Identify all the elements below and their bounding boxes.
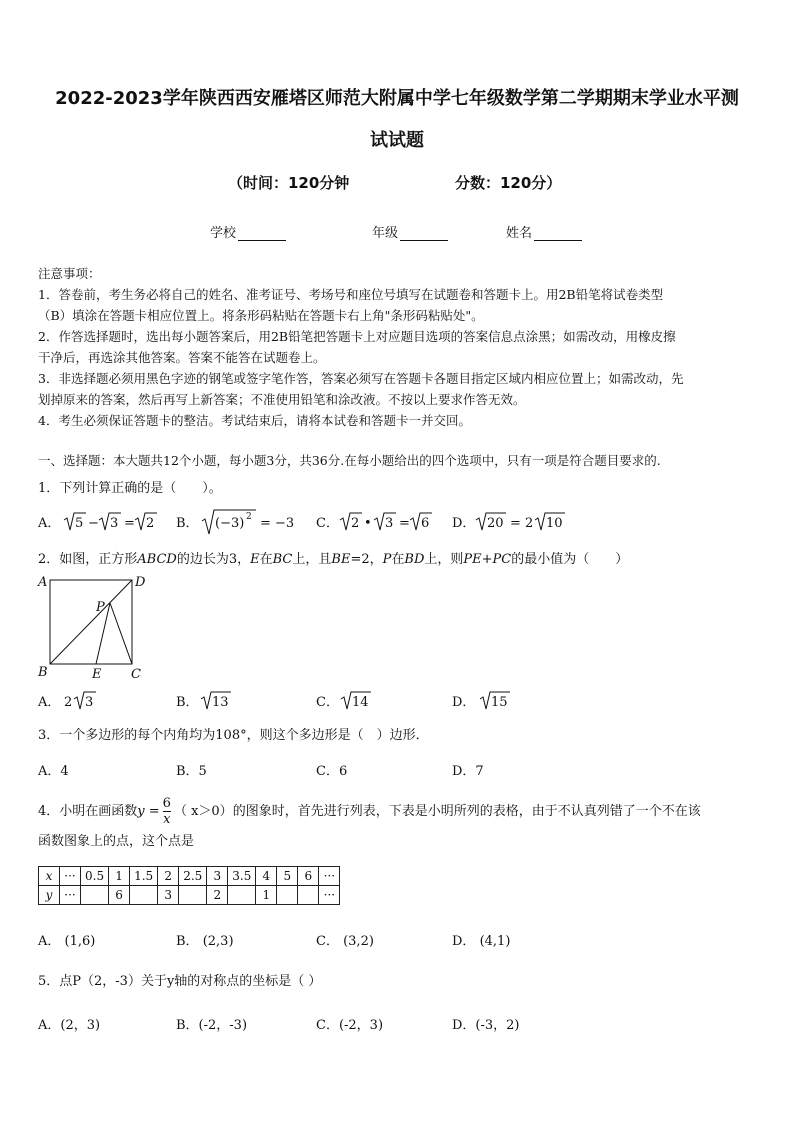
svg-text:2: 2 bbox=[64, 695, 73, 710]
value-table bbox=[38, 866, 340, 905]
svg-text:2: 2 bbox=[246, 512, 252, 522]
svg-text:15: 15 bbox=[491, 695, 508, 710]
svg-text:•: • bbox=[364, 516, 372, 531]
exam-title-line1: 2022-2023学年陕西西安雁塔区师范大附属中学七年级数学第二学期期末学业水平测 bbox=[55, 88, 739, 109]
svg-text:2: 2 bbox=[351, 516, 360, 531]
exam-score: 分数：120分） bbox=[455, 174, 562, 192]
svg-text:B．: B． bbox=[176, 695, 199, 710]
q5-option-d[interactable]: D．(-3，2) bbox=[452, 1018, 520, 1033]
svg-text:= 2: = 2 bbox=[510, 516, 534, 531]
note-line: 干净后，再选涂其他答案。答案不能答在试题卷上。 bbox=[38, 350, 326, 365]
q1-stem: 1．下列计算正确的是（ ）。 bbox=[38, 481, 222, 496]
point-c-label: C bbox=[131, 667, 141, 682]
q5-option-b[interactable]: B．(-2，-3) bbox=[176, 1018, 248, 1033]
svg-text:C．: C． bbox=[316, 695, 339, 710]
q1-label-b: B． bbox=[176, 516, 199, 531]
svg-text:3: 3 bbox=[385, 516, 394, 531]
segment-pc bbox=[110, 603, 132, 664]
exam-title-line2: 试试题 bbox=[370, 130, 424, 151]
svg-text:10: 10 bbox=[546, 516, 563, 531]
svg-text:(−3): (−3) bbox=[215, 516, 245, 531]
q3-option-d[interactable]: D．7 bbox=[452, 764, 484, 779]
svg-text:13: 13 bbox=[212, 695, 229, 710]
name-label: 姓名 bbox=[506, 226, 533, 241]
note-line: （B）填涂在答题卡相应位置上。将条形码粘贴在答题卡右上角"条形码粘贴处"。 bbox=[38, 308, 484, 323]
grade-label: 年级 bbox=[372, 226, 399, 241]
q4-stem: 4．小明在画函数y = $\frac{6}{x}$ （ x＞0）的图象时，首先进行列表，下表是小明所列的表格，由于不认真列错了一个不在该 bbox=[38, 796, 701, 827]
point-b-label: B bbox=[38, 665, 48, 680]
exam-time: （时间：120分钟 bbox=[228, 174, 350, 192]
point-p-label: P bbox=[96, 600, 105, 615]
note-line: 3．非选择题必须用黑色字迹的钢笔或签字笔作答，答案必须写在答题卡各题目指定区域内相应位置上；如需改动，先 bbox=[38, 371, 684, 386]
svg-text:=: = bbox=[399, 516, 410, 531]
notes-block bbox=[38, 263, 758, 431]
svg-text:A．: A． bbox=[38, 695, 61, 710]
q3-option-b[interactable]: B．5 bbox=[176, 764, 207, 779]
note-line: 4．考生必须保证答题卡的整洁。考试结束后，请将本试卷和答题卡一并交回。 bbox=[38, 413, 471, 428]
q3-stem: 3．一个多边形的每个内角均为108°，则这个多边形是（ ）边形． bbox=[38, 728, 429, 743]
svg-text:6: 6 bbox=[421, 516, 430, 531]
q3-option-c[interactable]: C．6 bbox=[316, 764, 348, 779]
q1-label-c: C． bbox=[316, 516, 339, 531]
name-field[interactable] bbox=[506, 222, 582, 241]
svg-text:=: = bbox=[124, 516, 135, 531]
section-heading: 一、选择题：本大题共12个小题，每小题3分，共36分.在每小题给出的四个选项中，只有一项是符合题目要求的. bbox=[38, 453, 661, 468]
note-line: 1．答卷前，考生务必将自己的姓名、准考证号、考场号和座位号填写在试题卷和答题卡上。用2B铅笔将试卷类型 bbox=[38, 287, 664, 302]
q1-a-5: 5 bbox=[75, 516, 84, 531]
svg-text:−: − bbox=[88, 516, 99, 531]
svg-text:3: 3 bbox=[110, 516, 119, 531]
q4-option-a[interactable]: A． (1,6) bbox=[38, 934, 96, 949]
svg-text:14: 14 bbox=[352, 695, 369, 710]
q3-option-a[interactable]: A．4 bbox=[38, 764, 69, 779]
square-figure bbox=[34, 572, 154, 684]
q4-option-b[interactable]: B． (2,3) bbox=[176, 934, 234, 949]
q1-options bbox=[34, 508, 774, 538]
q4-option-d[interactable]: D． (4,1) bbox=[452, 934, 511, 949]
q5-option-c[interactable]: C．(-2，3) bbox=[316, 1018, 384, 1033]
svg-text:D．: D． bbox=[452, 695, 476, 710]
school-label: 学校 bbox=[210, 226, 237, 241]
q4-stem-line2: 函数图象上的点，这个点是 bbox=[38, 834, 195, 849]
svg-text:= −3: = −3 bbox=[260, 516, 295, 531]
svg-text:2: 2 bbox=[146, 516, 155, 531]
q1-label-d: D． bbox=[452, 516, 476, 531]
svg-text:3: 3 bbox=[85, 695, 94, 710]
table-row-x: x ··· 0.5 1 1.5 2 2.5 3 3.5 4 5 6 ··· bbox=[39, 867, 340, 886]
q5-stem: 5．点P（2，-3）关于y轴的对称点的坐标是（ ） bbox=[38, 974, 322, 989]
svg-text:20: 20 bbox=[487, 516, 504, 531]
q2-options bbox=[34, 688, 774, 716]
note-line: 划掉原来的答案，然后再写上新答案；不准使用铅笔和涂改液。不按以上要求作答无效。 bbox=[38, 392, 526, 407]
point-a-label: A bbox=[38, 575, 48, 590]
notes-heading: 注意事项： bbox=[38, 266, 101, 281]
note-line: 2．作答选择题时，选出每小题答案后，用2B铅笔把答题卡上对应题目选项的答案信息点涂黑；如需改动，用橡皮擦 bbox=[38, 329, 676, 344]
school-field[interactable] bbox=[210, 222, 286, 241]
table-row-y: y ··· 6 3 2 1 ··· bbox=[39, 886, 340, 905]
q4-option-c[interactable]: C． (3,2) bbox=[316, 934, 374, 949]
point-d-label: D bbox=[135, 575, 146, 590]
q5-option-a[interactable]: A．(2，3) bbox=[38, 1018, 101, 1033]
diagonal-bd bbox=[50, 580, 132, 664]
point-e-label: E bbox=[92, 667, 102, 682]
grade-field[interactable] bbox=[372, 222, 448, 241]
q2-stem: 2．如图，正方形ABCD的边长为3，E在BC上，且BE=2，P在BD上，则PE+PC的最小值为（ ） bbox=[38, 552, 629, 567]
q1-label-a: A． bbox=[38, 516, 61, 531]
